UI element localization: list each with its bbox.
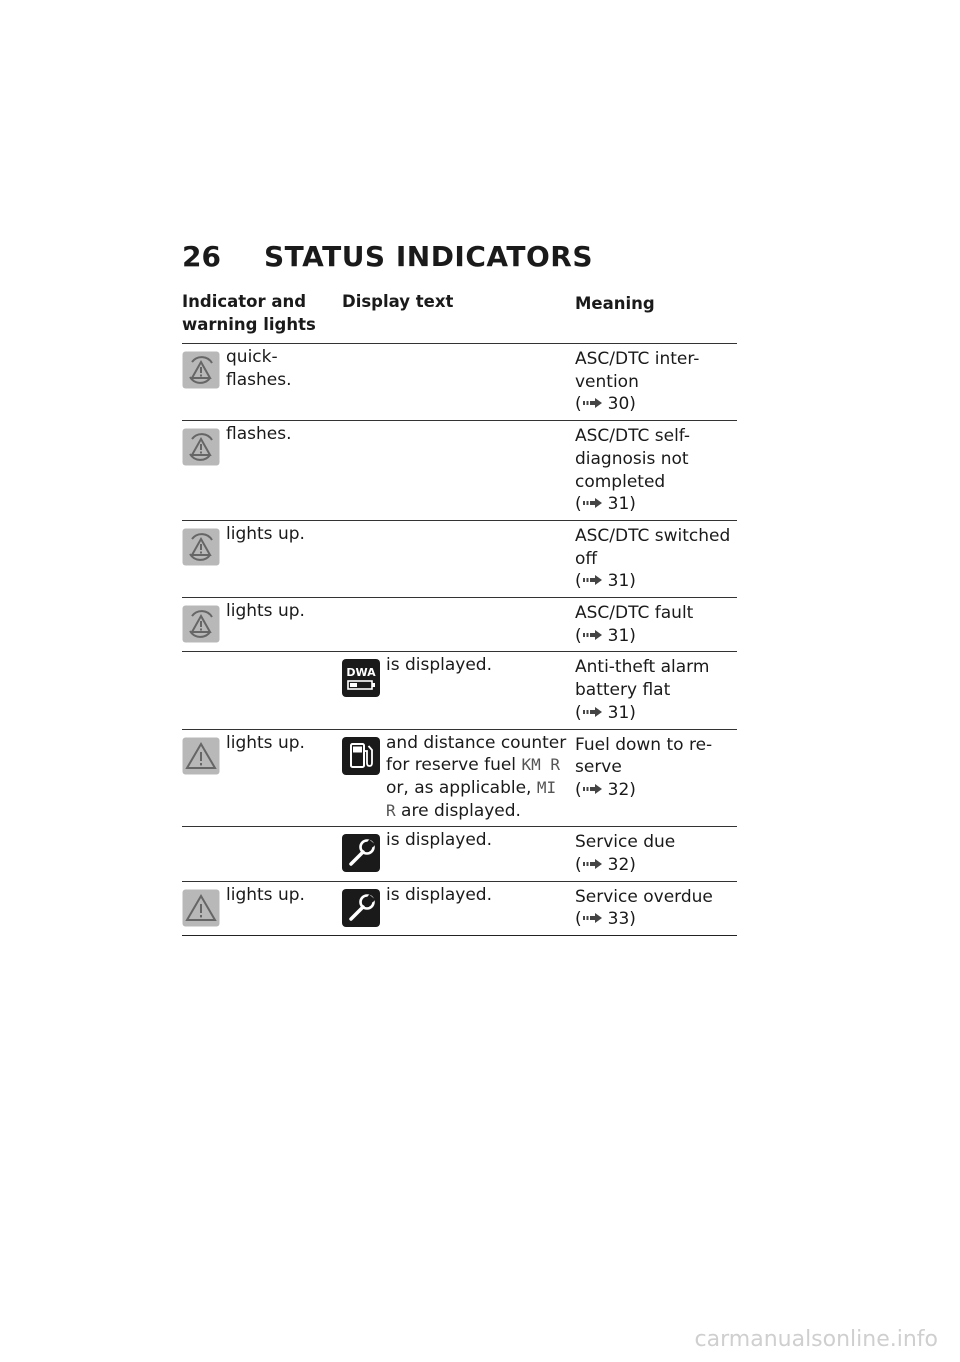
meaning-text: Fuel down to re-serve (575, 734, 713, 778)
indicator-text: lights up. (226, 884, 305, 905)
meaning-text: Service overdue (575, 886, 713, 907)
meaning-text: Anti-theft alarm battery flat (575, 657, 710, 701)
indicator-text: flashes. (226, 424, 292, 445)
page-reference[interactable]: ( 32) (575, 779, 636, 800)
table-row (182, 652, 737, 729)
page-header (182, 240, 593, 273)
meaning-text: ASC/DTC inter-vention (575, 349, 700, 392)
general-warning-icon (182, 737, 220, 775)
page-reference[interactable]: ( 31) (575, 625, 636, 646)
display-text: is displayed. (386, 884, 493, 905)
svg-text:DWA: DWA (346, 666, 376, 680)
table-row (182, 598, 737, 652)
reference-arrow-icon (583, 706, 605, 718)
reference-arrow-icon (583, 397, 605, 409)
table-header (182, 290, 737, 344)
page-number: 26 (182, 240, 221, 273)
page-reference[interactable]: ( 31) (575, 571, 636, 592)
dwa-battery-icon (342, 659, 380, 697)
reference-arrow-icon (583, 912, 605, 924)
indicator-text: lights up. (226, 601, 305, 622)
table-row (182, 344, 737, 421)
page-reference[interactable]: ( 33) (575, 909, 636, 930)
indicator-text: lights up. (226, 523, 305, 544)
meaning-text: Service due (575, 832, 676, 853)
asc-dtc-warning-icon (182, 351, 220, 389)
column-header-display: Display text (342, 292, 454, 311)
page-title: STATUS INDICATORS (264, 240, 594, 273)
table-row (182, 730, 737, 828)
general-warning-icon (182, 889, 220, 927)
reference-arrow-icon (583, 629, 605, 641)
fuel-reserve-mi-label: MI R (386, 777, 557, 820)
reference-arrow-icon (583, 574, 605, 586)
status-indicators-table (182, 290, 737, 936)
page-reference[interactable]: ( 31) (575, 702, 636, 723)
asc-dtc-warning-icon (182, 605, 220, 643)
display-text: is displayed. (386, 830, 493, 851)
page-reference[interactable]: ( 31) (575, 494, 636, 515)
display-text: is displayed. (386, 655, 493, 676)
display-text: and distance counter for reserve fuel KM R or, as applicable, MI R are displayed. (386, 732, 567, 821)
watermark: carmanualsonline.info (694, 1327, 938, 1352)
table-row (182, 521, 737, 598)
reference-arrow-icon (583, 497, 605, 509)
wrench-icon (342, 889, 380, 927)
page-reference[interactable]: ( 32) (575, 855, 636, 876)
table-row (182, 827, 737, 881)
column-header-indicator: Indicator and warning lights (182, 292, 316, 334)
table-row (182, 421, 737, 521)
table-row (182, 882, 737, 936)
reference-arrow-icon (583, 783, 605, 795)
indicator-text: lights up. (226, 732, 305, 753)
wrench-icon (342, 834, 380, 872)
fuel-pump-icon (342, 737, 380, 775)
asc-dtc-warning-icon (182, 428, 220, 466)
meaning-text: ASC/DTC self-diagnosis not completed (575, 426, 690, 492)
indicator-text: quick-flashes. (226, 347, 292, 390)
meaning-text: ASC/DTC fault (575, 603, 694, 624)
asc-dtc-warning-icon (182, 528, 220, 566)
reference-arrow-icon (583, 858, 605, 870)
meaning-text: ASC/DTC switched off (575, 525, 731, 569)
page-reference[interactable]: ( 30) (575, 394, 636, 415)
column-header-meaning: Meaning (575, 294, 655, 313)
fuel-reserve-km-label: KM R (521, 755, 560, 775)
